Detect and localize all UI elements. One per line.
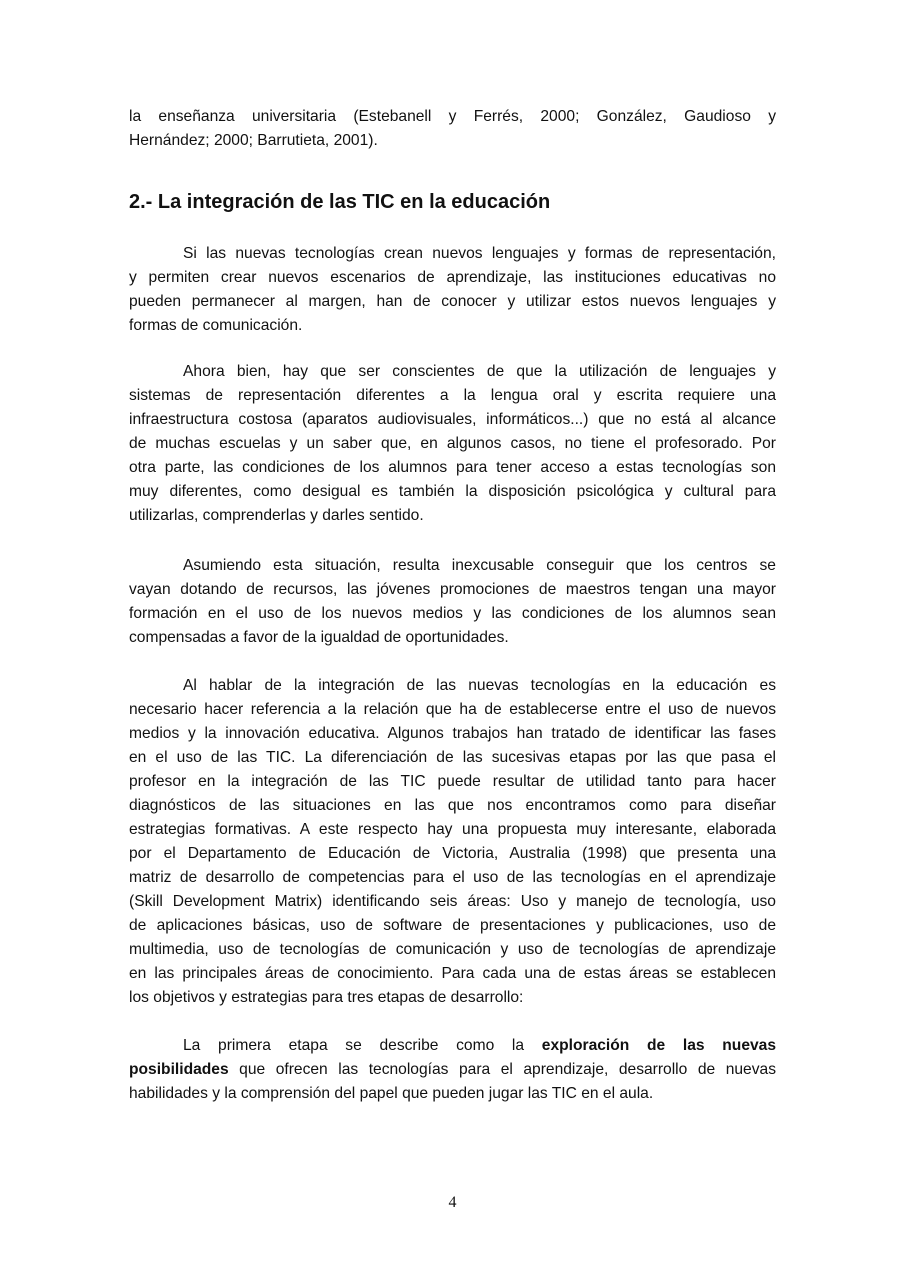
text-segment: infraestructura costosa (aparatos audiovisuales, informáticos...) que no está al alcance	[129, 411, 776, 428]
text-segment: Asumiendo esta situación, resulta inexcusable conseguir que los centros se	[183, 557, 776, 574]
text-segment: Si las nuevas tecnologías crean nuevos lenguajes y formas de representación,	[183, 245, 776, 262]
text-segment: Al hablar de la integración de las nuevas tecnologías en la educación es	[183, 677, 776, 694]
intro-paragraph	[129, 105, 776, 153]
text-line	[129, 456, 776, 480]
text-line	[129, 1058, 776, 1082]
text-line	[129, 578, 776, 602]
text-segment: sistemas de representación diferentes a la lengua oral y escrita requiere una	[129, 387, 776, 404]
page-number: 4	[448, 1194, 457, 1211]
text-segment: formas de comunicación.	[129, 317, 303, 334]
text-segment: de muchas escuelas y un saber que, en algunos casos, no tiene el profesorado. Por	[129, 435, 776, 452]
text-line	[129, 770, 776, 794]
text-line	[129, 1034, 776, 1058]
text-line	[129, 794, 776, 818]
text-line	[129, 129, 776, 153]
paragraph	[129, 1034, 776, 1106]
text-segment: la enseñanza universitaria (Estebanell y Ferrés, 2000; González, Gaudioso y	[129, 108, 776, 125]
text-line	[129, 938, 776, 962]
text-segment: los objetivos y estrategias para tres etapas de desarrollo:	[129, 989, 524, 1006]
text-segment: habilidades y la comprensión del papel que pueden jugar las TIC en el aula.	[129, 1085, 654, 1102]
text-segment: otra parte, las condiciones de los alumnos para tener acceso a estas tecnologías son	[129, 459, 776, 476]
paragraph	[129, 242, 776, 338]
text-segment: La primera etapa se describe como la	[183, 1037, 542, 1054]
text-line	[129, 602, 776, 626]
text-segment: vayan dotando de recursos, las jóvenes promociones de maestros tengan una mayor	[129, 581, 776, 598]
text-line	[129, 266, 776, 290]
text-segment: medios y la innovación educativa. Algunos trabajos han tratado de identificar las fases	[129, 725, 776, 742]
text-segment: matriz de desarrollo de competencias para el uso de las tecnologías en el aprendizaje	[129, 869, 776, 886]
text-line	[129, 1082, 776, 1106]
text-line	[129, 480, 776, 504]
text-line	[129, 962, 776, 986]
text-line	[129, 698, 776, 722]
text-segment: Ahora bien, hay que ser conscientes de que la utilización de lenguajes y	[183, 363, 776, 380]
text-line	[129, 746, 776, 770]
text-segment: pueden permanecer al margen, han de conocer y utilizar estos nuevos lenguajes y	[129, 293, 776, 310]
text-segment: por el Departamento de Educación de Victoria, Australia (1998) que presenta una	[129, 845, 776, 862]
text-segment: estrategias formativas. A este respecto hay una propuesta muy interesante, elaborada	[129, 821, 776, 838]
text-segment: (Skill Development Matrix) identificando seis áreas: Uso y manejo de tecnología, uso	[129, 893, 776, 910]
text-segment: que ofrecen las tecnologías para el aprendizaje, desarrollo de nuevas	[228, 1061, 776, 1078]
section-heading: 2.- La integración de las TIC en la educación	[129, 191, 551, 213]
text-segment: necesario hacer referencia a la relación que ha de establecerse entre el uso de nuevos	[129, 701, 776, 718]
text-line	[129, 408, 776, 432]
text-line	[129, 432, 776, 456]
paragraph	[129, 360, 776, 528]
text-line	[129, 626, 776, 650]
paragraph	[129, 554, 776, 650]
text-line	[129, 818, 776, 842]
text-line	[129, 842, 776, 866]
text-line	[129, 384, 776, 408]
text-line	[129, 504, 776, 528]
text-segment: Hernández; 2000; Barrutieta, 2001).	[129, 132, 378, 149]
text-line	[129, 290, 776, 314]
text-segment: muy diferentes, como desigual es también la disposición psicológica y cultural para	[129, 483, 776, 500]
text-segment: compensadas a favor de la igualdad de oportunidades.	[129, 629, 509, 646]
text-line	[129, 866, 776, 890]
text-line	[129, 554, 776, 578]
text-segment: y permiten crear nuevos escenarios de aprendizaje, las instituciones educativas no	[129, 269, 776, 286]
text-line	[129, 890, 776, 914]
text-line	[129, 674, 776, 698]
text-segment: en las principales áreas de conocimiento. Para cada una de estas áreas se establecen	[129, 965, 776, 982]
paragraph	[129, 674, 776, 1010]
text-segment: multimedia, uso de tecnologías de comunicación y uso de tecnologías de aprendizaje	[129, 941, 776, 958]
text-line	[129, 914, 776, 938]
text-line	[129, 314, 776, 338]
text-line	[129, 105, 776, 129]
bold-text: posibilidades	[129, 1061, 229, 1078]
text-line	[129, 242, 776, 266]
text-segment: en el uso de las TIC. La diferenciación de las sucesivas etapas por las que pasa el	[129, 749, 776, 766]
text-segment: profesor en la integración de las TIC puede resultar de utilidad tanto para hacer	[129, 773, 776, 790]
text-segment: formación en el uso de los nuevos medios y las condiciones de los alumnos sean	[129, 605, 776, 622]
text-line	[129, 360, 776, 384]
text-segment: de aplicaciones básicas, uso de software de presentaciones y publicaciones, uso de	[129, 917, 776, 934]
text-segment: utilizarlas, comprenderlas y darles sentido.	[129, 507, 424, 524]
text-line	[129, 722, 776, 746]
text-segment: diagnósticos de las situaciones en las que nos encontramos como para diseñar	[129, 797, 776, 814]
text-line	[129, 986, 776, 1010]
bold-text: exploración de las nuevas	[541, 1037, 777, 1054]
